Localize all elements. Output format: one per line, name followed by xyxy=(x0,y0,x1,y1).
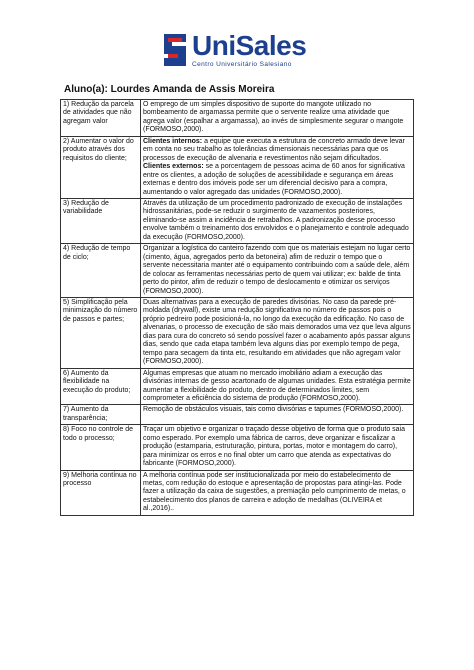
principle-text: Algumas empresas que atuam no mercado imobiliário adiam a execução das divisórias internas de gesso acartonado de algumas unidades. Esta estratégia permite aumentar a flexibilidade do produto, dentro de determinados limites, sem comprometer a eficiência do sistema de produção (FORMOSO,2000). xyxy=(141,368,414,405)
principle-text: Organizar a logística do canteiro fazendo com que os materiais estejam no lugar certo (cimento, água, agregados perto da betoneira) afim de reduzir o tempo que o servente necessitaria manter até o equipamento contribuindo com a saúde dele, além de colocar as ferramentas necessárias perto de quem vai utilizar; ex: balde de tinta perto do pintor, afim de reduzir o tempo de deslocamento e otimizar os serviços (FORMOSO,2000). xyxy=(141,244,414,298)
principle-label: 5) Simplificação pela minimização do número de passos e partes; xyxy=(61,297,141,368)
logo-text xyxy=(192,29,307,69)
principle-label: 7) Aumento da transparência; xyxy=(61,405,141,425)
external-clients-text: se a porcentagem de pessoas acima de 60 anos for significativa entre os clientes, a adoção de soluções de acessibilidade e segurança em áreas externas e dentro dos imóveis pode ser um diferencial decisivo para a compra, aumentando o valor agregado das unidades (FORMOSO,2000). xyxy=(143,163,405,196)
principle-label: 9) Melhoria contínua no processo xyxy=(61,470,141,515)
principle-label: 8) Foco no controle de todo o processo; xyxy=(61,425,141,470)
principle-text: Através da utilização de um procedimento padronizado de execução de instalações hidrossanitárias, pode-se reduzir o surgimento de vazamentos posteriores, eliminando-se assim a incidência de retrabalhos. A padronização desse processo envolve também o treinamento dos envolvidos e o planejamento e controle adequado da execução (FORMOSO,2000). xyxy=(141,198,414,243)
principle-label: 3) Redução de variabilidade xyxy=(61,198,141,243)
student-name: Aluno(a): Lourdes Amanda de Assis Moreira xyxy=(64,84,275,95)
principle-label: 2) Aumentar o valor do produto através dos requisitos do cliente; xyxy=(61,136,141,198)
principle-text: Duas alternativas para a execução de paredes divisórias. No caso da parede pré-moldada (drywall), existe uma redução significativa no número de passos pois o próprio pedreiro pode posicioná-la, no longo da execução da edificação. No caso de alvenarias, o processo de execução de são mais demorados uma vez que leva alguns dias para cura do concreto só sendo possível fazer o acabamento após passar alguns dias, sendo que cada etapa também leva alguns dias por exemplo tempo de pega, tempo para secagem da tinta etc, resultando em atividades que não agregam valor (FORMOSO,2000). xyxy=(141,297,414,368)
external-clients-label: Clientes externos: xyxy=(143,163,204,171)
table-row xyxy=(61,244,414,298)
principle-text: Remoção de obstáculos visuais, tais como divisórias e tapumes (FORMOSO,2000). xyxy=(141,405,414,425)
unisales-emblem-icon xyxy=(162,32,188,68)
principle-label: 4) Redução de tempo de ciclo; xyxy=(61,244,141,298)
principle-text: A melhoria contínua pode ser institucionalizada por meio do estabelecimento de metas, com redução do estoque e apresentação de propostas para atingi-las. Pode fazer a utilização da caixa de sugestões, a premiação pelo cumprimento de metas, o estabelecimento dos planos de carreira e adoção de medalhas (OLIVEIRA et al.,2016).. xyxy=(141,470,414,515)
unisales-logo xyxy=(162,28,306,72)
table-row xyxy=(61,100,414,137)
principle-text: O emprego de um simples dispositivo de suporte do mangote utilizado no bombeamento de argamassa permite que o servente realize uma atividade que agrega valor (espalhar a argamassa), ao invés de simplesmente segurar o mangote (FORMOSO,2000). xyxy=(141,100,414,137)
table-row xyxy=(61,297,414,368)
logo-subtitle: Centro Universitário Salesiano xyxy=(192,60,292,68)
table-row xyxy=(61,425,414,470)
table-row xyxy=(61,136,414,198)
table-row xyxy=(61,470,414,515)
principle-label: 6) Aumento da flexibilidade na execução do produto; xyxy=(61,368,141,405)
internal-clients-label: Clientes internos: xyxy=(143,137,203,145)
principle-text xyxy=(141,136,414,198)
lean-principles-table xyxy=(60,99,414,516)
table-row xyxy=(61,368,414,405)
table-row xyxy=(61,405,414,425)
internal-clients-text: a equipe que executa a estrutura de concreto armado deve levar em conta no seu trabalho as tolerâncias dimensionais necessárias para que os processos de execução de alvenaria e revestimentos não sejam dificultados. xyxy=(143,137,405,162)
table-row xyxy=(61,198,414,243)
principle-label: 1) Redução da parcela de atividades que não agregam valor xyxy=(61,100,141,137)
logo-name: UniSales xyxy=(192,29,307,61)
principle-text: Traçar um objetivo e organizar o traçado desse objetivo de forma que o produto saia como esperado. Por exemplo uma fábrica de carros, deve organizar e fiscalizar a produção (estamparia, estruturação, pintura, portas, motor e montagem do carro), para minimizar os erros e no final obter um carro que atenda as expectativas do fabricante (FORMOSO,2000). xyxy=(141,425,414,470)
